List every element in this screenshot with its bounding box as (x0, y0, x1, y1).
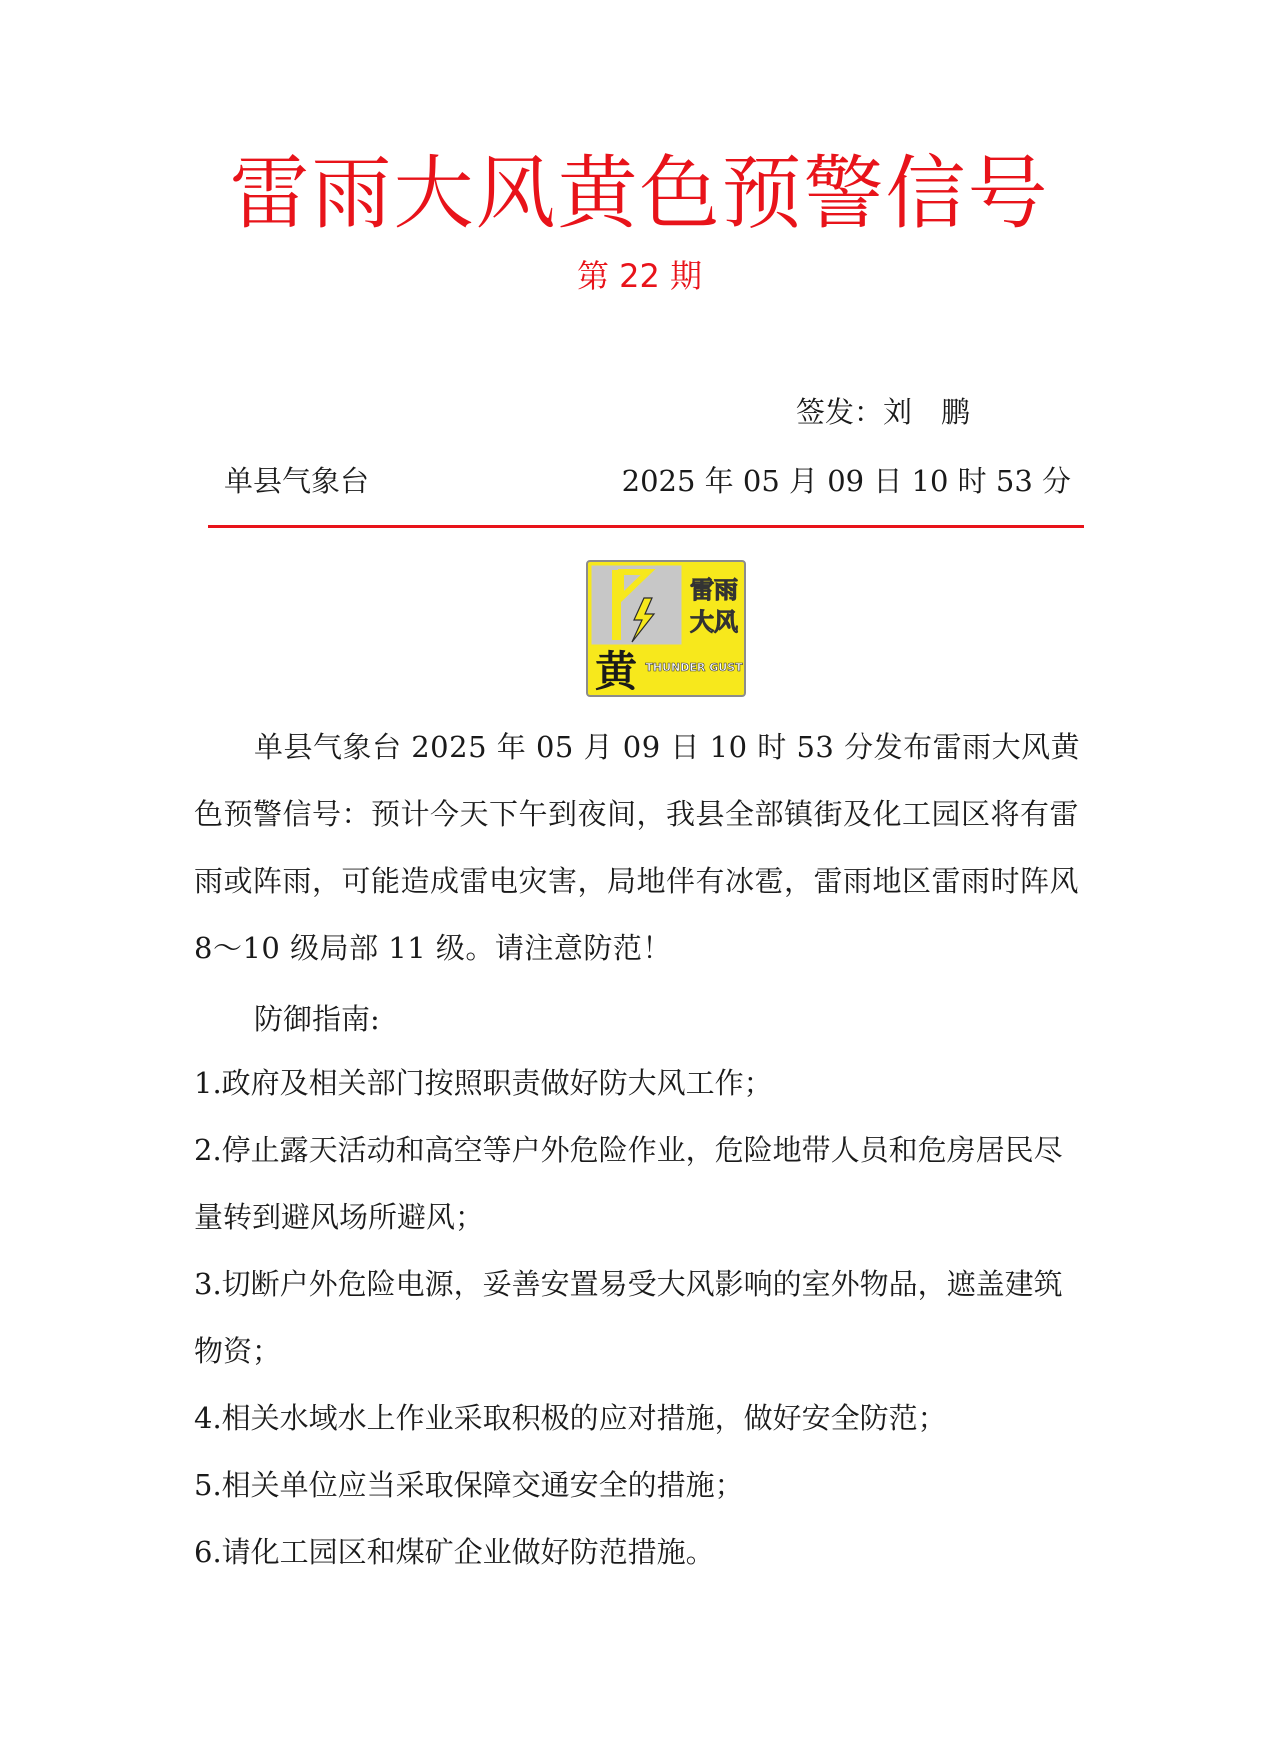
issue-datetime: 2025 年 05 月 09 日 10 时 53 分 (621, 464, 1071, 498)
guide-item: 2.停止露天活动和高空等户外危险作业，危险地带人员和危房居民尽量转到避风场所避风； (194, 1133, 1063, 1234)
issuing-office: 单县气象台 (224, 464, 370, 498)
signal-label-en: THUNDER GUST (645, 661, 743, 674)
signal-color-char: 黄 (594, 647, 638, 696)
thunder-gust-yellow-signal-icon (586, 560, 746, 697)
warning-paragraph: 单县气象台 2025 年 05 月 09 日 10 时 53 分发布雷雨大风黄色预警信号：预计今天下午到夜间，我县全部镇街及化工园区将有雷雨或阵雨，可能造成雷电灾害，局地伴有冰雹，雷雨地区雷雨时阵风 8～10 级局部 11 级。请注意防范！ (194, 730, 1081, 965)
guide-list (194, 1050, 1084, 1586)
header-divider (208, 525, 1084, 528)
guide-title: 防御指南: (254, 1002, 380, 1036)
signal-label-line1: 雷雨 (690, 576, 738, 604)
issue-number: 第 22 期 (576, 257, 703, 295)
signal-label-line2: 大风 (690, 608, 738, 636)
guide-item: 5.相关单位应当采取保障交通安全的措施； (194, 1468, 744, 1502)
guide-item: 3.切断户外危险电源，妥善安置易受大风影响的室外物品，遮盖建筑物资； (194, 1267, 1063, 1368)
guide-item: 6.请化工园区和煤矿企业做好防范措施。 (194, 1535, 715, 1569)
guide-item: 1.政府及相关部门按照职责做好防大风工作； (194, 1066, 773, 1100)
warning-title: 雷雨大风黄色预警信号 (229, 147, 1050, 240)
guide-item: 4.相关水域水上作业采取积极的应对措施，做好安全防范； (194, 1401, 947, 1435)
signer: 签发：刘 鹏 (796, 395, 971, 429)
